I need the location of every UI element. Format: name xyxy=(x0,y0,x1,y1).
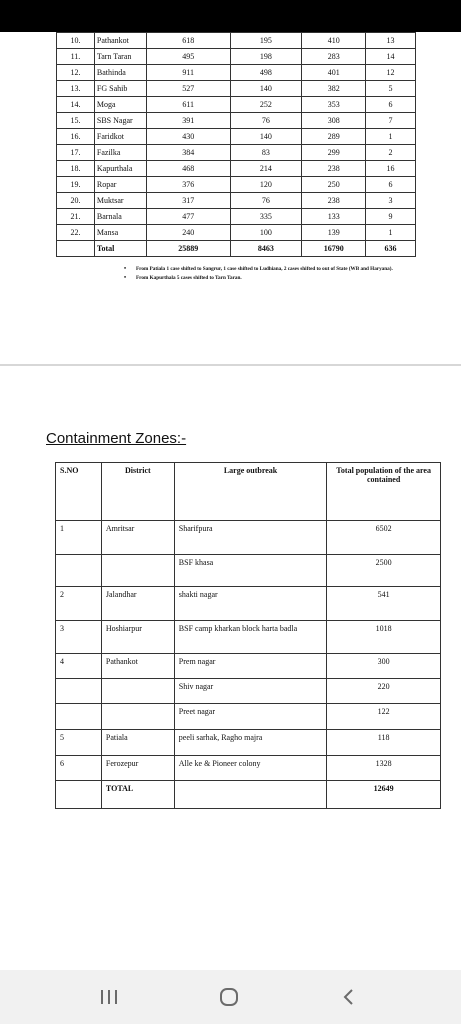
count-cell: 238 xyxy=(302,193,366,209)
count-cell: 195 xyxy=(230,33,302,49)
count-cell: 250 xyxy=(302,177,366,193)
district-cell: Moga xyxy=(94,97,146,113)
count-cell: 13 xyxy=(366,33,416,49)
table-row xyxy=(56,555,441,587)
table-row xyxy=(57,161,416,177)
count-cell: 7 xyxy=(366,113,416,129)
population-cell: 122 xyxy=(327,704,441,730)
count-cell: 611 xyxy=(146,97,230,113)
sno-cell xyxy=(56,781,102,809)
total-row xyxy=(56,781,441,809)
sno-cell: 3 xyxy=(56,621,102,654)
table-row xyxy=(56,704,441,730)
note-item: • From Kapurthala 5 cases shifted to Tarn Taran. xyxy=(124,275,414,282)
navigation-bar xyxy=(0,970,461,1024)
count-cell: 139 xyxy=(302,225,366,241)
table-row xyxy=(56,730,441,756)
table-row xyxy=(56,521,441,555)
count-cell: 618 xyxy=(146,33,230,49)
table-row xyxy=(57,225,416,241)
population-cell: 1018 xyxy=(327,621,441,654)
sno-cell xyxy=(56,704,102,730)
count-cell: 240 xyxy=(146,225,230,241)
district-cases-table xyxy=(56,32,416,257)
population-cell: 220 xyxy=(327,679,441,704)
count-cell: 238 xyxy=(302,161,366,177)
back-icon[interactable] xyxy=(334,984,364,1010)
table-row xyxy=(56,756,441,781)
containment-zones-title: Containment Zones:- xyxy=(46,430,187,447)
count-cell: 5 xyxy=(366,81,416,97)
count-cell: 376 xyxy=(146,177,230,193)
sno-cell xyxy=(56,555,102,587)
containment-zones-table xyxy=(55,462,441,809)
sno-cell: 4 xyxy=(56,654,102,679)
count-cell: 289 xyxy=(302,129,366,145)
sno-cell: 1 xyxy=(56,521,102,555)
district-cell: Patiala xyxy=(101,730,174,756)
serial-cell: 20. xyxy=(57,193,95,209)
count-cell: 76 xyxy=(230,113,302,129)
count-cell: 495 xyxy=(146,49,230,65)
count-cell: 100 xyxy=(230,225,302,241)
sno-cell: 5 xyxy=(56,730,102,756)
count-cell: 2 xyxy=(366,145,416,161)
notes-list xyxy=(124,266,414,284)
district-cell: Fazilka xyxy=(94,145,146,161)
district-cell: Pathankot xyxy=(101,654,174,679)
district-cell xyxy=(101,704,174,730)
count-cell: 468 xyxy=(146,161,230,177)
table-row xyxy=(57,33,416,49)
table-row xyxy=(57,65,416,81)
count-cell: 477 xyxy=(146,209,230,225)
total-population: 12649 xyxy=(327,781,441,809)
home-icon[interactable] xyxy=(214,984,244,1010)
count-cell: 16 xyxy=(366,161,416,177)
count-cell: 410 xyxy=(302,33,366,49)
outbreak-cell: BSF khasa xyxy=(174,555,327,587)
outbreak-cell: BSF camp kharkan block harta badla xyxy=(174,621,327,654)
population-cell: 2500 xyxy=(327,555,441,587)
count-cell: 140 xyxy=(230,129,302,145)
count-cell: 9 xyxy=(366,209,416,225)
total-cell: 8463 xyxy=(230,241,302,257)
total-row xyxy=(57,241,416,257)
table-row xyxy=(57,129,416,145)
total-cell: 25889 xyxy=(146,241,230,257)
serial-cell: 18. xyxy=(57,161,95,177)
count-cell: 391 xyxy=(146,113,230,129)
serial-cell xyxy=(57,241,95,257)
total-cell: 16790 xyxy=(302,241,366,257)
count-cell: 198 xyxy=(230,49,302,65)
population-cell: 1328 xyxy=(327,756,441,781)
count-cell: 283 xyxy=(302,49,366,65)
table-row xyxy=(56,654,441,679)
outbreak-cell: Shiv nagar xyxy=(174,679,327,704)
count-cell: 384 xyxy=(146,145,230,161)
district-cell: Ferozepur xyxy=(101,756,174,781)
serial-cell: 16. xyxy=(57,129,95,145)
header-population: Total population of the area contained xyxy=(327,463,441,521)
outbreak-cell xyxy=(174,781,327,809)
serial-cell: 14. xyxy=(57,97,95,113)
count-cell: 527 xyxy=(146,81,230,97)
serial-cell: 15. xyxy=(57,113,95,129)
total-cell: 636 xyxy=(366,241,416,257)
total-label: Total xyxy=(94,241,146,257)
page-divider xyxy=(0,364,461,366)
table-row xyxy=(57,81,416,97)
outbreak-cell: Preet nagar xyxy=(174,704,327,730)
population-cell: 300 xyxy=(327,654,441,679)
table-row xyxy=(56,587,441,621)
count-cell: 335 xyxy=(230,209,302,225)
outbreak-cell: Alle ke & Pioneer colony xyxy=(174,756,327,781)
district-cell: Muktsar xyxy=(94,193,146,209)
table-row xyxy=(57,209,416,225)
status-bar xyxy=(0,0,461,32)
population-cell: 118 xyxy=(327,730,441,756)
district-cell: Tarn Taran xyxy=(94,49,146,65)
count-cell: 14 xyxy=(366,49,416,65)
count-cell: 1 xyxy=(366,129,416,145)
district-cell: Jalandhar xyxy=(101,587,174,621)
outbreak-cell: peeli sarhak, Ragho majra xyxy=(174,730,327,756)
count-cell: 133 xyxy=(302,209,366,225)
count-cell: 6 xyxy=(366,177,416,193)
serial-cell: 12. xyxy=(57,65,95,81)
table-row xyxy=(57,49,416,65)
recent-apps-icon[interactable] xyxy=(94,984,124,1010)
count-cell: 76 xyxy=(230,193,302,209)
count-cell: 6 xyxy=(366,97,416,113)
total-label: TOTAL xyxy=(101,781,174,809)
count-cell: 353 xyxy=(302,97,366,113)
district-cell: Mansa xyxy=(94,225,146,241)
district-cell: SBS Nagar xyxy=(94,113,146,129)
district-cell: Pathankot xyxy=(94,33,146,49)
header-district: District xyxy=(101,463,174,521)
count-cell: 83 xyxy=(230,145,302,161)
table-row xyxy=(56,679,441,704)
count-cell: 12 xyxy=(366,65,416,81)
table-row xyxy=(57,113,416,129)
district-cell: Kapurthala xyxy=(94,161,146,177)
population-cell: 6502 xyxy=(327,521,441,555)
count-cell: 382 xyxy=(302,81,366,97)
district-cell: Amritsar xyxy=(101,521,174,555)
count-cell: 911 xyxy=(146,65,230,81)
note-item: • From Patiala 1 case shifted to Sangrur, 1 case shifted to Ludhiana, 2 cases shifted to out of State (WB and Haryana). xyxy=(124,266,414,273)
header-sno: S.NO xyxy=(56,463,102,521)
serial-cell: 21. xyxy=(57,209,95,225)
table-row xyxy=(57,145,416,161)
count-cell: 498 xyxy=(230,65,302,81)
district-cell xyxy=(101,679,174,704)
sno-cell xyxy=(56,679,102,704)
district-cell: Ropar xyxy=(94,177,146,193)
serial-cell: 19. xyxy=(57,177,95,193)
header-outbreak: Large outbreak xyxy=(174,463,327,521)
outbreak-cell: shakti nagar xyxy=(174,587,327,621)
outbreak-cell: Prem nagar xyxy=(174,654,327,679)
serial-cell: 17. xyxy=(57,145,95,161)
count-cell: 401 xyxy=(302,65,366,81)
district-cell xyxy=(101,555,174,587)
table-row xyxy=(56,621,441,654)
serial-cell: 10. xyxy=(57,33,95,49)
sno-cell: 2 xyxy=(56,587,102,621)
serial-cell: 22. xyxy=(57,225,95,241)
count-cell: 3 xyxy=(366,193,416,209)
table-row xyxy=(57,97,416,113)
serial-cell: 11. xyxy=(57,49,95,65)
outbreak-cell: Sharifpura xyxy=(174,521,327,555)
district-cell: Barnala xyxy=(94,209,146,225)
count-cell: 430 xyxy=(146,129,230,145)
count-cell: 317 xyxy=(146,193,230,209)
table-row xyxy=(57,193,416,209)
population-cell: 541 xyxy=(327,587,441,621)
count-cell: 299 xyxy=(302,145,366,161)
sno-cell: 6 xyxy=(56,756,102,781)
count-cell: 214 xyxy=(230,161,302,177)
district-cell: Hoshiarpur xyxy=(101,621,174,654)
count-cell: 140 xyxy=(230,81,302,97)
count-cell: 1 xyxy=(366,225,416,241)
table-row xyxy=(57,177,416,193)
district-cell: Bathinda xyxy=(94,65,146,81)
count-cell: 252 xyxy=(230,97,302,113)
district-cell: FG Sahib xyxy=(94,81,146,97)
count-cell: 120 xyxy=(230,177,302,193)
district-cell: Faridkot xyxy=(94,129,146,145)
count-cell: 308 xyxy=(302,113,366,129)
serial-cell: 13. xyxy=(57,81,95,97)
